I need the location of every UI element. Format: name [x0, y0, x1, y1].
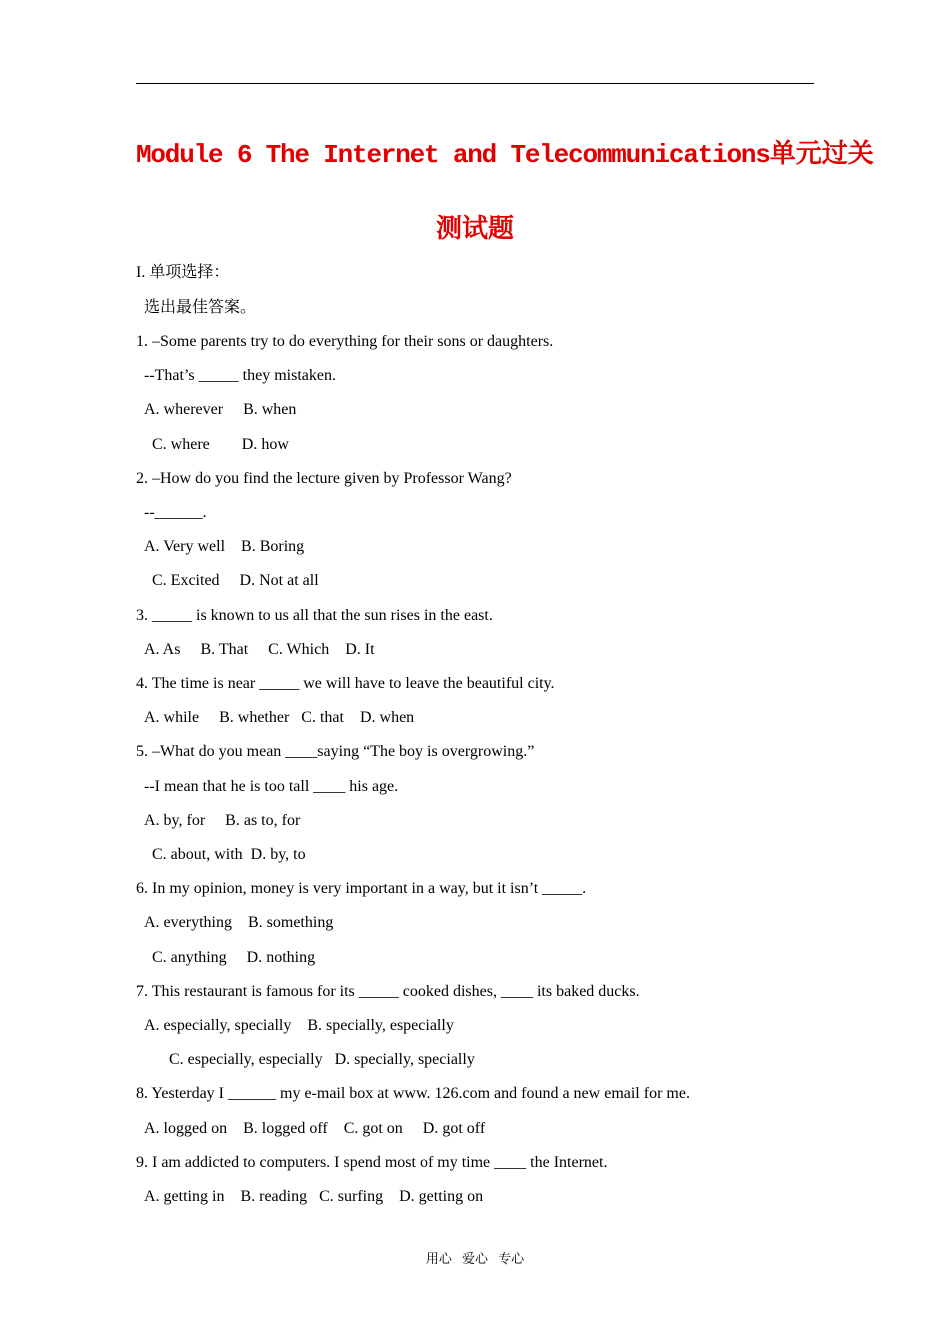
question-stem: 5. –What do you mean ____saying “The boy is overgrowing.” [136, 743, 535, 761]
question-stem: 8. Yesterday I ______ my e-mail box at www. 126.com and found a new email for me. [136, 1085, 690, 1103]
question-stem: 9. I am addicted to computers. I spend most of my time ____ the Internet. [136, 1153, 608, 1171]
question-stem: 2. –How do you find the lecture given by Professor Wang? [136, 469, 512, 487]
question-stem: 6. In my opinion, money is very important in a way, but it isn’t _____. [136, 880, 587, 898]
answer-options: A. while B. whether C. that D. when [144, 709, 415, 727]
dialogue-line: --______. [144, 504, 207, 521]
answer-options: C. especially, especially D. specially, specially [169, 1051, 475, 1069]
answer-options: A. getting in B. reading C. surfing D. getting on [144, 1188, 484, 1205]
answer-options: A. especially, specially B. specially, especially [144, 1017, 454, 1034]
answer-options: A. wherever B. when [144, 401, 297, 419]
answer-options: C. anything D. nothing [152, 948, 316, 966]
question-stem: 7. This restaurant is famous for its _____ cooked dishes, ____ its baked ducks. [136, 982, 640, 1000]
answer-options: A. logged on B. logged off C. got on D. got off [144, 1119, 486, 1137]
answer-options: A. Very well B. Boring [144, 538, 305, 556]
question-stem: 1. –Some parents try to do everything for their sons or daughters. [136, 333, 554, 350]
answer-options: C. Excited D. Not at all [152, 572, 319, 590]
answer-options: A. everything B. something [144, 914, 334, 932]
title-line-2: 测试题 [435, 214, 514, 244]
question-stem: 3. _____ is known to us all that the sun rises in the east. [136, 606, 493, 624]
title-english: Module 6 The Internet and Telecommunications [136, 140, 770, 170]
question-stem: 4. The time is near _____ we will have to leave the beautiful city. [136, 675, 555, 692]
instruction-text: 选出最佳答案。 [144, 299, 257, 316]
answer-options: C. about, with D. by, to [152, 846, 306, 863]
header-rule [136, 83, 814, 84]
title-chinese: 单元过关 [769, 139, 874, 169]
page-footer: 用心 爱心 专心 [425, 1252, 525, 1267]
section-heading: I. 单项选择： [136, 264, 230, 281]
answer-options: C. where D. how [152, 435, 289, 453]
answer-options: A. As B. That C. Which D. It [144, 640, 375, 658]
dialogue-line: --I mean that he is too tall ____ his age. [144, 777, 399, 795]
title-line-1 [136, 133, 874, 170]
dialogue-line: --That’s _____ they mistaken. [144, 367, 336, 385]
answer-options: A. by, for B. as to, for [144, 811, 301, 829]
